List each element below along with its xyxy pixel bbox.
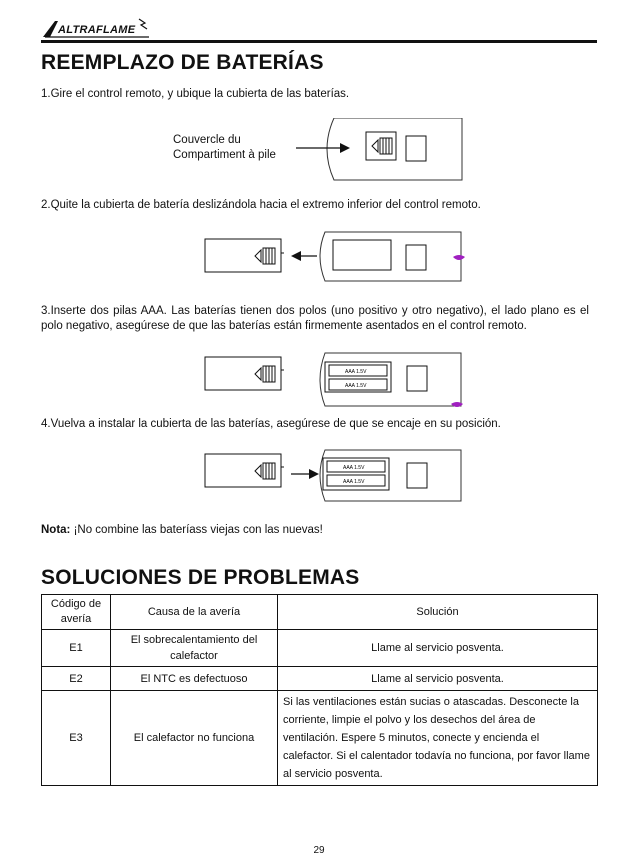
header-solution: Solución: [278, 595, 598, 630]
header-cause: Causa de la avería: [111, 595, 278, 630]
step-3-text: 3.Inserte dos pilas AAA. Las baterías tienen dos polos (uno positivo y otro negativo), el lado plano es el polo negativo, asegúrese de que las baterías están firmemente asentados en el control remoto.: [41, 305, 589, 332]
row-solution: Si las ventilaciones están sucias o atascadas. Desconecte la corriente, limpie el polvo y los desechos del área de ventilación. Espere 5 minutos, conecte y encienda el calefactor. Si el calentador todavía no funciona, por favor llame al servicio posventa.: [278, 691, 598, 786]
step-4-text: 4.Vuelva a instalar la cubierta de las baterías, asegúrese de que se encaje en su posición.: [41, 418, 501, 430]
row-cause: El calefactor no funciona: [111, 691, 278, 786]
note-label: Nota:: [41, 524, 71, 536]
table-row: [42, 667, 598, 691]
figure-2-cover-removed: [203, 229, 468, 284]
table-row: [42, 691, 598, 786]
table-header-row: [42, 595, 598, 630]
row-solution: Llame al servicio posventa.: [278, 630, 598, 667]
page-number: 29: [313, 845, 325, 856]
row-code: E3: [42, 691, 111, 786]
troubleshooting-table: [41, 594, 598, 786]
battery-1-label: AAA 1.5V: [345, 369, 367, 375]
figure-3-batteries-inserted: [203, 350, 468, 410]
battery-2-label: AAA 1.5V: [343, 479, 365, 485]
troubleshooting-title: SOLUCIONES DE PROBLEMAS: [41, 566, 360, 589]
header-code: Código de avería: [42, 595, 111, 630]
step-2-text: 2.Quite la cubierta de batería deslizándola hacia el extremo inferior del control remoto.: [41, 199, 481, 211]
figure-1-caption-line-2: Compartiment à pile: [173, 149, 276, 161]
figure-1-remote-with-cover: [290, 118, 465, 183]
note-text: ¡No combine las bateríass viejas con las nuevas!: [70, 524, 323, 536]
row-cause: El sobrecalentamiento del calefactor: [111, 630, 278, 667]
row-solution: Llame al servicio posventa.: [278, 667, 598, 691]
row-code: E1: [42, 630, 111, 667]
header-rule: [41, 40, 597, 43]
battery-1-label: AAA 1.5V: [343, 465, 365, 471]
battery-section-title: REEMPLAZO DE BATERÍAS: [41, 51, 324, 74]
note: [41, 523, 323, 538]
table-row: [42, 630, 598, 667]
row-cause: El NTC es defectuoso: [111, 667, 278, 691]
row-code: E2: [42, 667, 111, 691]
battery-2-label: AAA 1.5V: [345, 383, 367, 389]
figure-4-reinstall-cover: [203, 447, 468, 505]
step-1-text: 1.Gire el control remoto, y ubique la cubierta de las baterías.: [41, 88, 350, 100]
brand-name: ALTRAFLAME: [58, 24, 136, 36]
figure-1-caption-line-1: Couvercle du: [173, 134, 241, 146]
